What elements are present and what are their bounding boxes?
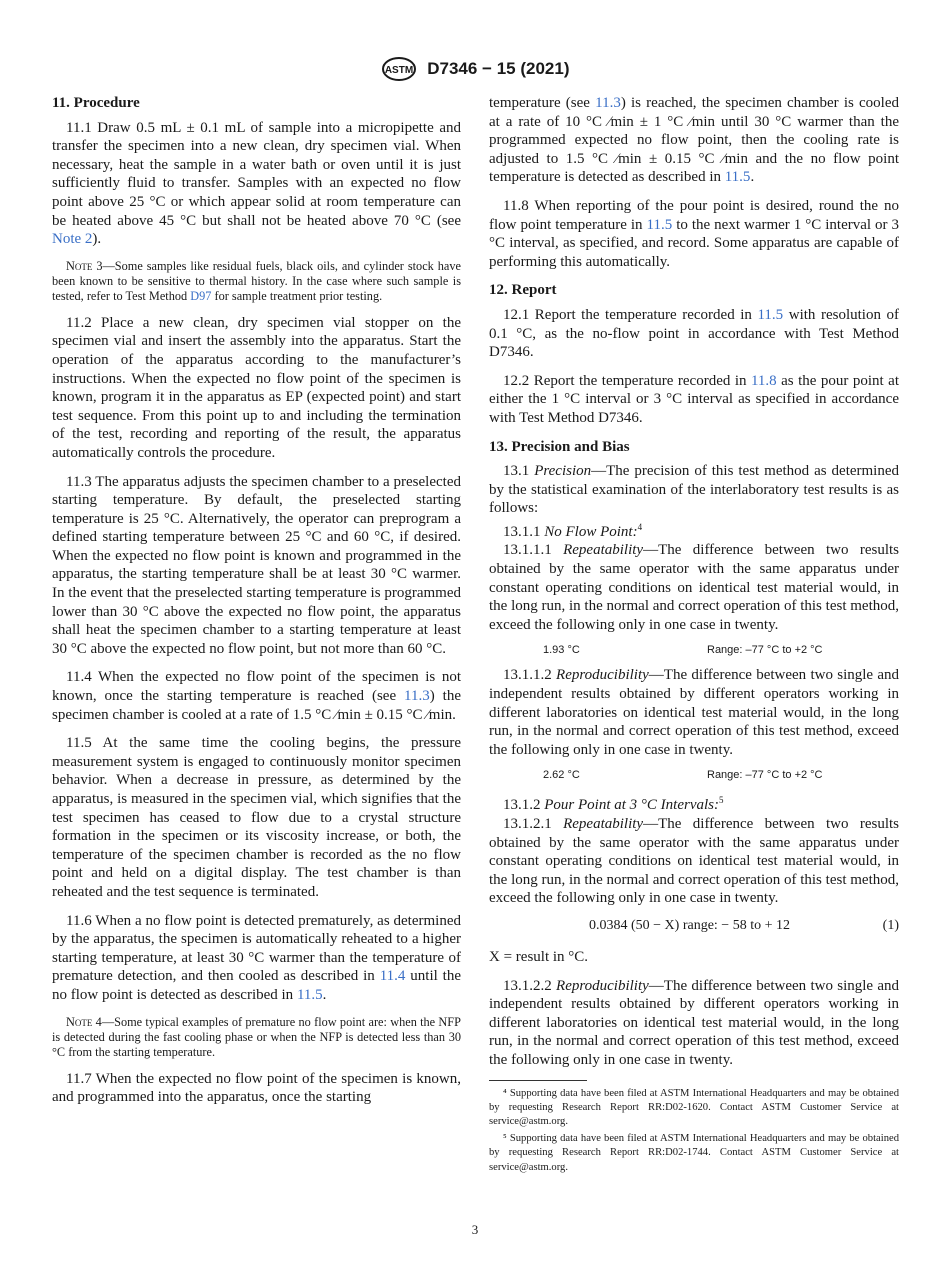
para-12-1: 12.1 Report the temperature recorded in 11.5 with resolution of 0.1 °C, as the no-flow point in accordance with Test Method D7346. — [489, 306, 900, 361]
para-13-1-2-1: 13.1.2.1 Repeatability—The difference between two results obtained by the same operator with the same apparatus under constant operating conditions on identical test material would, in the long run, in the normal and correct operation of this test method, exceed the following only in one case in twenty. — [489, 816, 899, 907]
para-13-1-1-2: 13.1.1.2 Reproducibility—The difference between two single and independent results obtained by different operators working in different laboratories on identical test material would, in the long run, in the normal and correct operation of this test method, exceed the following only in one case in twenty. — [489, 667, 899, 758]
para-11-2: 11.2 Place a new clean, dry specimen vial stopper on the specimen vial and insert the assembly into the apparatus. Start the operation of the apparatus according to the manufacturer’s instructions. When the expected no flow point of the specimen is known, program it in the apparatus as EP (expected point) and start test sequence. From this point up to and including the termination of the test, recording and reporting of the result, the apparatus automatically controls the procedure. — [52, 314, 461, 461]
page-number: 3 — [471, 1222, 479, 1237]
right-column — [489, 94, 899, 1178]
para-13-1-2-2: 13.1.2.2 Reproducibility—The difference between two single and independent results obtained by different operators working in different laboratories on identical test material would, in the long run, in the normal and correct operation of this test method, exceed the following only in one case in twenty. — [489, 977, 899, 1068]
note-3: Note 3—Some samples like residual fuels, black oils, and cylinder stock have been known to be sensitive to thermal history. In the case where such sample is tested, refer to Test Method D97 for sample treatment prior testing. — [52, 258, 461, 303]
repeatability-value: 1.93 °C — [543, 644, 580, 657]
para-13-1-1: 13.1.1 No Flow Point:$^4$ — [503, 521, 643, 540]
para-11-7: 11.7 When the expected no flow point of the specimen is known, and programmed into the apparatus, once the starting — [52, 1070, 461, 1106]
para-11-8: 11.8 When reporting of the pour point is desired, round the no flow point temperature in 11.5 to the next warmer 1 °C interval or 3 °C interval, as specified, and record. Some apparatus are capable of performing this automatically. — [489, 197, 900, 270]
document-designation: D7346 − 15 (2021) — [427, 59, 570, 78]
link-d97[interactable]: D97 — [190, 288, 212, 303]
para-11-1: 11.1 Draw 0.5 mL ± 0.1 mL of sample into a micropipette and transfer the specimen into a new clean, dry specimen vial. When necessary, heat the sample in a water bath or oven until it is just sufficiently fluid to transfer. Samples with an expected no flow point above 25 °C or which appear solid at room temperature can be heated above 45 °C but shall not be heated above 70 °C (see Note 2). — [52, 119, 461, 248]
link-11-5-c[interactable]: 11.5 — [646, 216, 673, 233]
link-note-2[interactable]: Note 2 — [52, 231, 93, 248]
section-11-heading: 11. Procedure — [52, 95, 140, 111]
footnote-5: ⁵ Supporting data have been filed at ASTM International Headquarters and may be obtained by requesting Research Report RR:D02-1744. Contact ASTM Customer Service at service@astm.org. — [489, 1133, 899, 1173]
para-11-7-continued: temperature (see 11.3) is reached, the specimen chamber is cooled at a rate of 10 °C ⁄min ± 1 °C ⁄min until 30 °C warmer than the programmed expected no flow point, then the cooling rate is adjusted to 1.5 °C ⁄min ± 0.15 °C ⁄min and the no flow point temperature is detected as described in 11.5. — [489, 95, 899, 186]
repeatability-range: Range: –77 °C to +2 °C — [707, 644, 823, 657]
repeatability-value-row — [489, 644, 899, 658]
link-11-8[interactable]: 11.8 — [750, 372, 777, 389]
para-11-3: 11.3 The apparatus adjusts the specimen chamber to a preselected starting temperature. By default, the preselected starting temperature is 25 °C. Alternatively, the operator can preprogram a defined starting temperature between 25 °C and 60 °C, if desired. When the expected no flow point is known and programmed in the apparatus, the starting temperature shall be at least 30 °C warmer. In the event that the preselected starting temperature is programmed lower than 30 °C above the expected no flow point, the apparatus shall heat the specimen chamber to a starting temperature at least 30 °C above the expected no flow point, but not more than 60 °C. — [52, 473, 461, 657]
section-13-heading: 13. Precision and Bias — [489, 438, 630, 455]
left-column — [52, 94, 461, 1117]
note-4: Note 4—Some typical examples of premature no flow point are: when the NFP is detected during the fast cooling phase or when the NFP is detected less than 30 °C from the starting temperature. — [52, 1014, 461, 1059]
para-13-1-2: 13.1.2 Pour Point at 3 °C Intervals:$^5$ — [503, 795, 724, 814]
equation-1-expression: 0.0384 (50 − X) range: − 58 to + 12 — [589, 917, 790, 933]
section-12-heading: 12. Report — [489, 282, 557, 299]
footnote-4: ⁴ Supporting data have been filed at ASTM International Headquarters and may be obtained by requesting Research Report RR:D02-1620. Contact ASTM Customer Service at service@astm.org. — [489, 1087, 899, 1127]
link-11-4[interactable]: 11.4 — [379, 968, 406, 985]
link-11-5-d[interactable]: 11.5 — [757, 306, 784, 323]
astm-logo-icon — [381, 56, 417, 82]
link-11-3[interactable]: 11.3 — [404, 688, 430, 705]
equation-1-number: (1) — [882, 917, 899, 933]
para-13-1: 13.1 Precision—The precision of this test method as determined by the statistical examination of the interlaboratory test results is as follows: — [489, 463, 900, 517]
para-11-6: 11.6 When a no flow point is detected prematurely, as determined by the apparatus, the specimen is automatically reheated to a higher starting temperature, at least 30 °C warmer than the temperature of premature detection, and then cooled as described in 11.4 until the no flow point is detected as described in 11.5. — [52, 912, 461, 1003]
para-13-1-1-1: 13.1.1.1 Repeatability—The difference between two results obtained by the same operator with the same apparatus under constant operating conditions on identical test material would, in the long run, in the normal and correct operation of this test method, exceed the following only in one case in twenty. — [489, 542, 899, 633]
para-11-5: 11.5 At the same time the cooling begins, the pressure measurement system is engaged to continuously monitor specimen behavior. When a decrease in pressure, as determined by the apparatus, is measured in the specimen vial, which signifies that the test specimen has ceased to flow due to a crystal structure formation in the specimen or its viscosity increase, or both, the temperature of the specimen chamber is recorded as the no flow point and held on a digital display. The test chamber is than reheated and the test sequence is terminated. — [52, 735, 461, 900]
link-11-5-b[interactable]: 11.5 — [724, 169, 751, 186]
para-12-2: 12.2 Report the temperature recorded in 11.8 as the pour point at either the 1 °C interval or 3 °C interval as specified in accordance with Test Method D7346. — [489, 372, 899, 426]
variable-definition: X = result in °C. — [489, 948, 589, 965]
page-header — [0, 56, 950, 82]
para-11-4: 11.4 When the expected no flow point of the specimen is not known, once the starting temperature is reached (see 11.3) the specimen chamber is cooled at a rate of 1.5 °C ⁄min ± 0.15 °C ⁄min. — [52, 669, 461, 723]
reproducibility-value-row — [489, 769, 899, 783]
link-11-5[interactable]: 11.5 — [296, 986, 323, 1003]
link-11-3-b[interactable]: 11.3 — [595, 95, 621, 111]
equation-1 — [489, 918, 899, 940]
svg-text:ASTM: ASTM — [384, 65, 413, 76]
reproducibility-range: Range: –77 °C to +2 °C — [707, 769, 823, 782]
reproducibility-value: 2.62 °C — [543, 769, 580, 782]
footnote-divider — [489, 1080, 587, 1081]
